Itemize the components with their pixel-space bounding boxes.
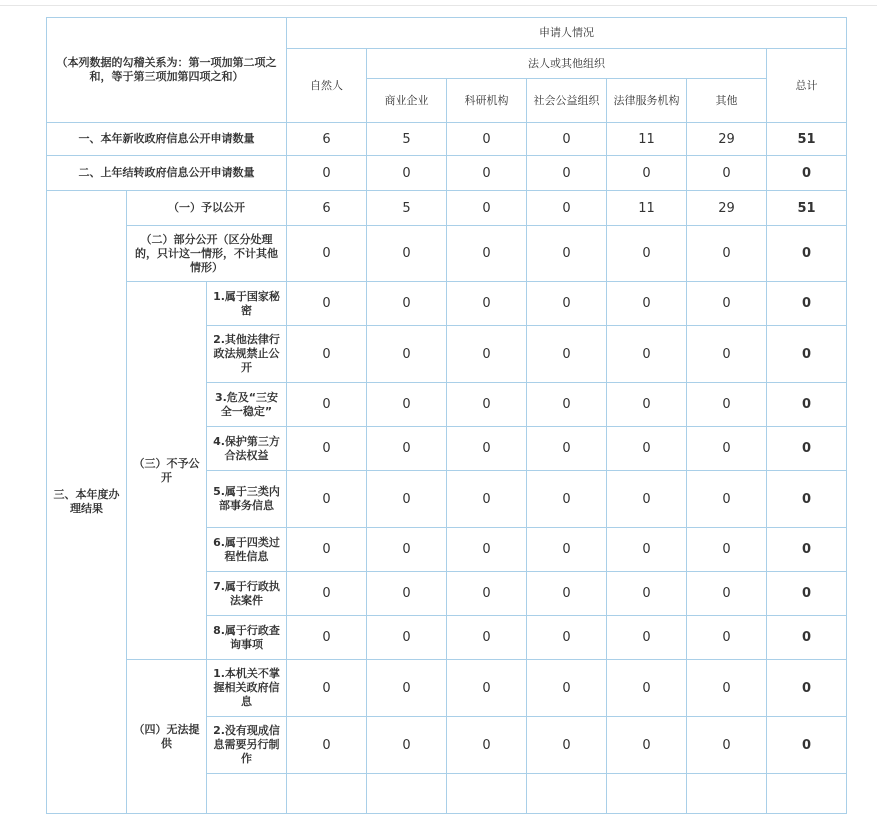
legal-org-header: 法人或其他组织: [367, 49, 767, 79]
cell-value: 0: [527, 226, 607, 282]
cell-value: 0: [607, 471, 687, 528]
cell-value: 0: [607, 660, 687, 717]
cell-value: 0: [527, 471, 607, 528]
applicant-header: 申请人情况: [287, 18, 847, 49]
cell-value: 0: [687, 282, 767, 326]
cell-value: 0: [287, 282, 367, 326]
cell-total: 51: [767, 123, 847, 156]
cell-value: 11: [607, 191, 687, 226]
cell-value: 0: [527, 427, 607, 471]
cell-value: 0: [367, 572, 447, 616]
cell-value: 0: [687, 528, 767, 572]
cell-value: 11: [607, 123, 687, 156]
row-label: 1.属于国家秘密: [207, 282, 287, 326]
cell-value: 6: [287, 191, 367, 226]
col-natural-person: 自然人: [287, 49, 367, 123]
cell-value: [687, 774, 767, 814]
cell-value: 0: [607, 717, 687, 774]
cell-total: 0: [767, 471, 847, 528]
cell-value: 0: [367, 427, 447, 471]
cell-value: 0: [287, 427, 367, 471]
cell-value: 0: [287, 226, 367, 282]
cell-value: 0: [447, 616, 527, 660]
cell-value: 0: [687, 427, 767, 471]
cell-value: 0: [687, 326, 767, 383]
cell-value: 0: [607, 383, 687, 427]
relationship-note: （本列数据的勾稽关系为：第一项加第二项之和，等于第三项加第四项之和）: [47, 18, 287, 123]
col-commercial: 商业企业: [367, 79, 447, 123]
cell-value: 0: [527, 572, 607, 616]
cell-value: [527, 774, 607, 814]
cell-value: 0: [527, 528, 607, 572]
cell-total: 0: [767, 717, 847, 774]
cell-value: 0: [447, 528, 527, 572]
cell-total: 0: [767, 572, 847, 616]
table-row: [47, 282, 847, 326]
cell-value: 0: [687, 616, 767, 660]
cell-value: 0: [447, 156, 527, 191]
cell-value: 0: [607, 616, 687, 660]
cell-value: 0: [527, 191, 607, 226]
cell-value: 0: [607, 156, 687, 191]
table-row: [47, 191, 847, 226]
cell-value: 0: [527, 616, 607, 660]
table-row: [47, 226, 847, 282]
row-label: 一、本年新收政府信息公开申请数量: [47, 123, 287, 156]
row-label: 1.本机关不掌握相关政府信息: [207, 660, 287, 717]
row-label: 4.保护第三方合法权益: [207, 427, 287, 471]
cell-value: 0: [687, 717, 767, 774]
cell-value: 0: [527, 717, 607, 774]
cell-value: [607, 774, 687, 814]
row-label: 2.没有现成信息需要另行制作: [207, 717, 287, 774]
col-social-welfare: 社会公益组织: [527, 79, 607, 123]
col-legal-service: 法律服务机构: [607, 79, 687, 123]
cell-value: 0: [367, 226, 447, 282]
cell-value: 0: [447, 282, 527, 326]
table-row: [47, 123, 847, 156]
cell-value: 0: [287, 660, 367, 717]
cell-value: 0: [367, 528, 447, 572]
cell-value: 0: [607, 282, 687, 326]
table-row: [47, 660, 847, 717]
cell-total: 0: [767, 326, 847, 383]
cell-value: 6: [287, 123, 367, 156]
row-label: 二、上年结转政府信息公开申请数量: [47, 156, 287, 191]
row-label: （二）部分公开（区分处理的，只计这一情形，不计其他情形）: [127, 226, 287, 282]
cell-value: 0: [367, 616, 447, 660]
cell-value: 0: [287, 717, 367, 774]
cell-value: 0: [447, 660, 527, 717]
cell-value: 0: [367, 717, 447, 774]
section-result-label: 三、本年度办理结果: [47, 191, 127, 814]
row-label: 2.其他法律行政法规禁止公开: [207, 326, 287, 383]
cell-total: 0: [767, 156, 847, 191]
cell-value: 0: [287, 528, 367, 572]
cell-value: [447, 774, 527, 814]
gov-info-disclosure-table: [46, 17, 847, 814]
cell-total: 0: [767, 660, 847, 717]
cell-total: 0: [767, 226, 847, 282]
cell-value: 0: [447, 427, 527, 471]
cell-total: 0: [767, 616, 847, 660]
cell-value: 0: [287, 572, 367, 616]
cell-value: 5: [367, 191, 447, 226]
row-label: （一）予以公开: [127, 191, 287, 226]
group-unavailable-label: （四）无法提供: [127, 660, 207, 814]
cell-value: [287, 774, 367, 814]
cell-value: 0: [527, 383, 607, 427]
cell-value: 0: [607, 226, 687, 282]
cell-value: 29: [687, 123, 767, 156]
row-label: 3.危及“三安全一稳定”: [207, 383, 287, 427]
cell-total: 51: [767, 191, 847, 226]
table-row: [47, 156, 847, 191]
top-divider: [0, 5, 877, 6]
cell-value: 5: [367, 123, 447, 156]
cell-value: 0: [447, 226, 527, 282]
cell-value: 0: [287, 616, 367, 660]
col-total: 总计: [767, 49, 847, 123]
row-label: 8.属于行政查询事项: [207, 616, 287, 660]
cell-value: 0: [447, 326, 527, 383]
cell-value: 0: [607, 427, 687, 471]
cell-value: 0: [447, 383, 527, 427]
cell-value: 0: [687, 383, 767, 427]
cell-value: 0: [527, 156, 607, 191]
row-label: 7.属于行政执法案件: [207, 572, 287, 616]
cell-value: 0: [687, 156, 767, 191]
cell-value: 0: [447, 471, 527, 528]
cell-value: 0: [447, 123, 527, 156]
cell-value: 0: [367, 156, 447, 191]
cell-value: 0: [287, 326, 367, 383]
cell-total: 0: [767, 427, 847, 471]
cell-value: 0: [607, 572, 687, 616]
cell-value: 0: [527, 660, 607, 717]
cell-total: [767, 774, 847, 814]
cell-value: 0: [687, 226, 767, 282]
cell-value: 0: [367, 383, 447, 427]
cell-value: 0: [687, 572, 767, 616]
col-research: 科研机构: [447, 79, 527, 123]
cell-total: 0: [767, 528, 847, 572]
cell-value: 0: [527, 326, 607, 383]
cell-value: 0: [367, 660, 447, 717]
cell-value: 0: [527, 282, 607, 326]
cell-value: 0: [607, 326, 687, 383]
cell-value: 0: [447, 191, 527, 226]
cell-value: 0: [447, 572, 527, 616]
cell-value: 0: [687, 660, 767, 717]
cell-value: 0: [367, 282, 447, 326]
cell-value: 0: [527, 123, 607, 156]
row-label-cut-off: [207, 774, 287, 814]
cell-value: 0: [287, 383, 367, 427]
col-other: 其他: [687, 79, 767, 123]
row-label: 5.属于三类内部事务信息: [207, 471, 287, 528]
cell-value: 0: [367, 326, 447, 383]
cell-value: 0: [367, 471, 447, 528]
cell-value: [367, 774, 447, 814]
cell-total: 0: [767, 383, 847, 427]
group-withheld-label: （三）不予公开: [127, 282, 207, 660]
cell-value: 0: [287, 471, 367, 528]
cell-total: 0: [767, 282, 847, 326]
cell-value: 0: [447, 717, 527, 774]
cell-value: 0: [607, 528, 687, 572]
cell-value: 0: [687, 471, 767, 528]
row-label: 6.属于四类过程性信息: [207, 528, 287, 572]
cell-value: 0: [287, 156, 367, 191]
cell-value: 29: [687, 191, 767, 226]
